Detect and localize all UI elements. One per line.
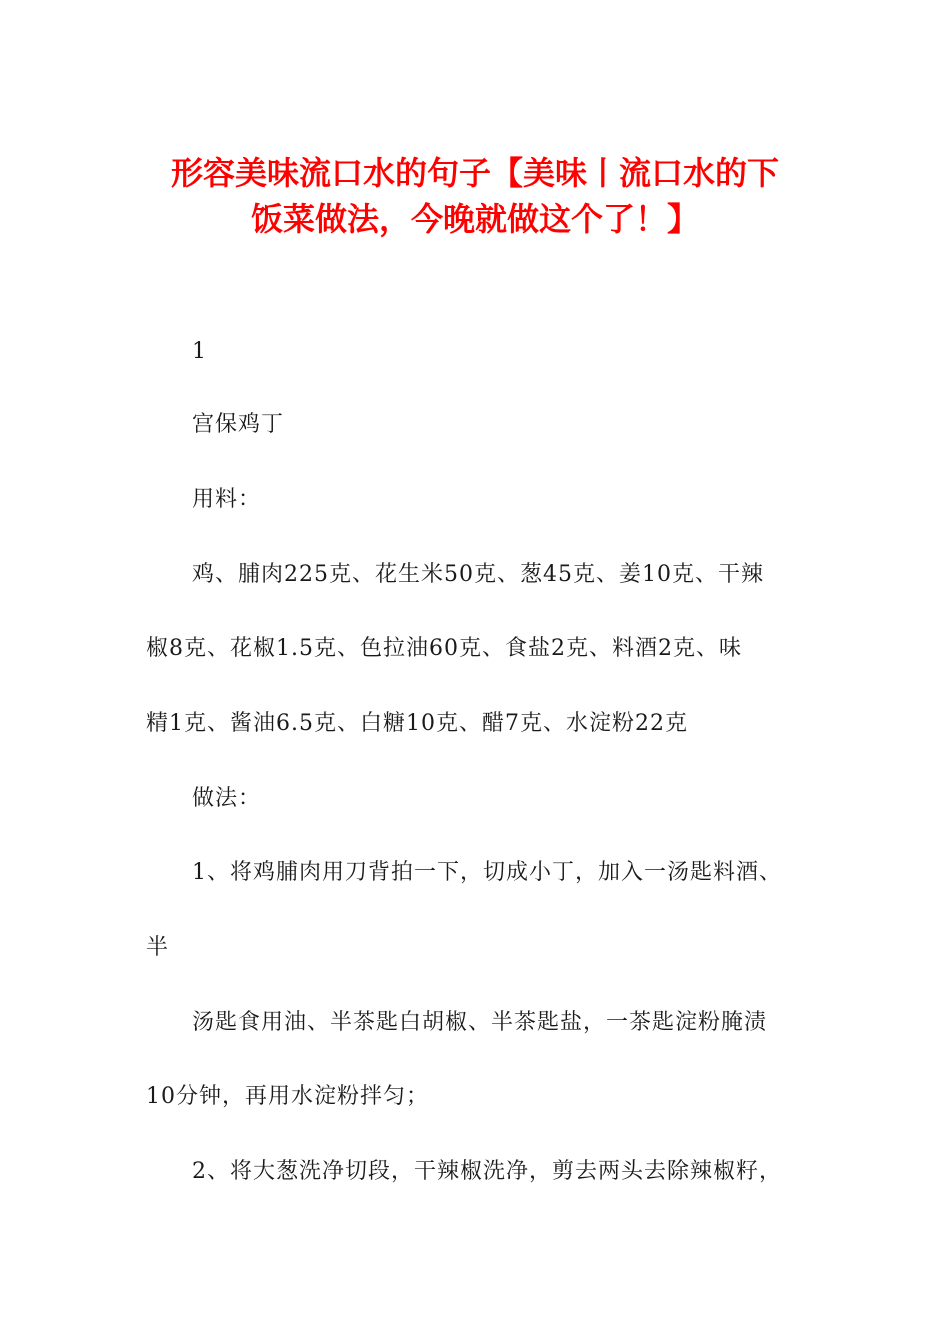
method-step-line: 10分钟，再用水淀粉拌匀；	[146, 1084, 429, 1109]
title-line-2: 饭菜做法，今晚就做这个了！】	[250, 200, 699, 238]
ingredients-line: 鸡、脯肉225克、花生米50克、葱45克、姜10克、干辣	[192, 562, 764, 587]
method-step-line: 半	[146, 935, 170, 960]
title-line-1: 形容美味流口水的句子【美味丨流口水的下	[170, 154, 779, 192]
ingredients-heading: 用料：	[192, 487, 262, 512]
ingredients-line: 精1克、酱油6.5克、白糖10克、醋7克、水淀粉22克	[146, 711, 688, 736]
method-step-line: 汤匙食用油、半茶匙白胡椒、半茶匙盐，一茶匙淀粉腌渍	[192, 1010, 768, 1035]
dish-name: 宫保鸡丁	[192, 412, 285, 437]
section-number: 1	[192, 339, 207, 364]
method-heading: 做法：	[192, 786, 262, 811]
method-step-line: 2、将大葱洗净切段，干辣椒洗净，剪去两头去除辣椒籽，	[192, 1159, 782, 1184]
ingredients-line: 椒8克、花椒1.5克、色拉油60克、食盐2克、料酒2克、味	[146, 636, 742, 661]
document-title	[0, 150, 950, 242]
method-step-line: 1、将鸡脯肉用刀背拍一下，切成小丁，加入一汤匙料酒、	[192, 860, 782, 885]
